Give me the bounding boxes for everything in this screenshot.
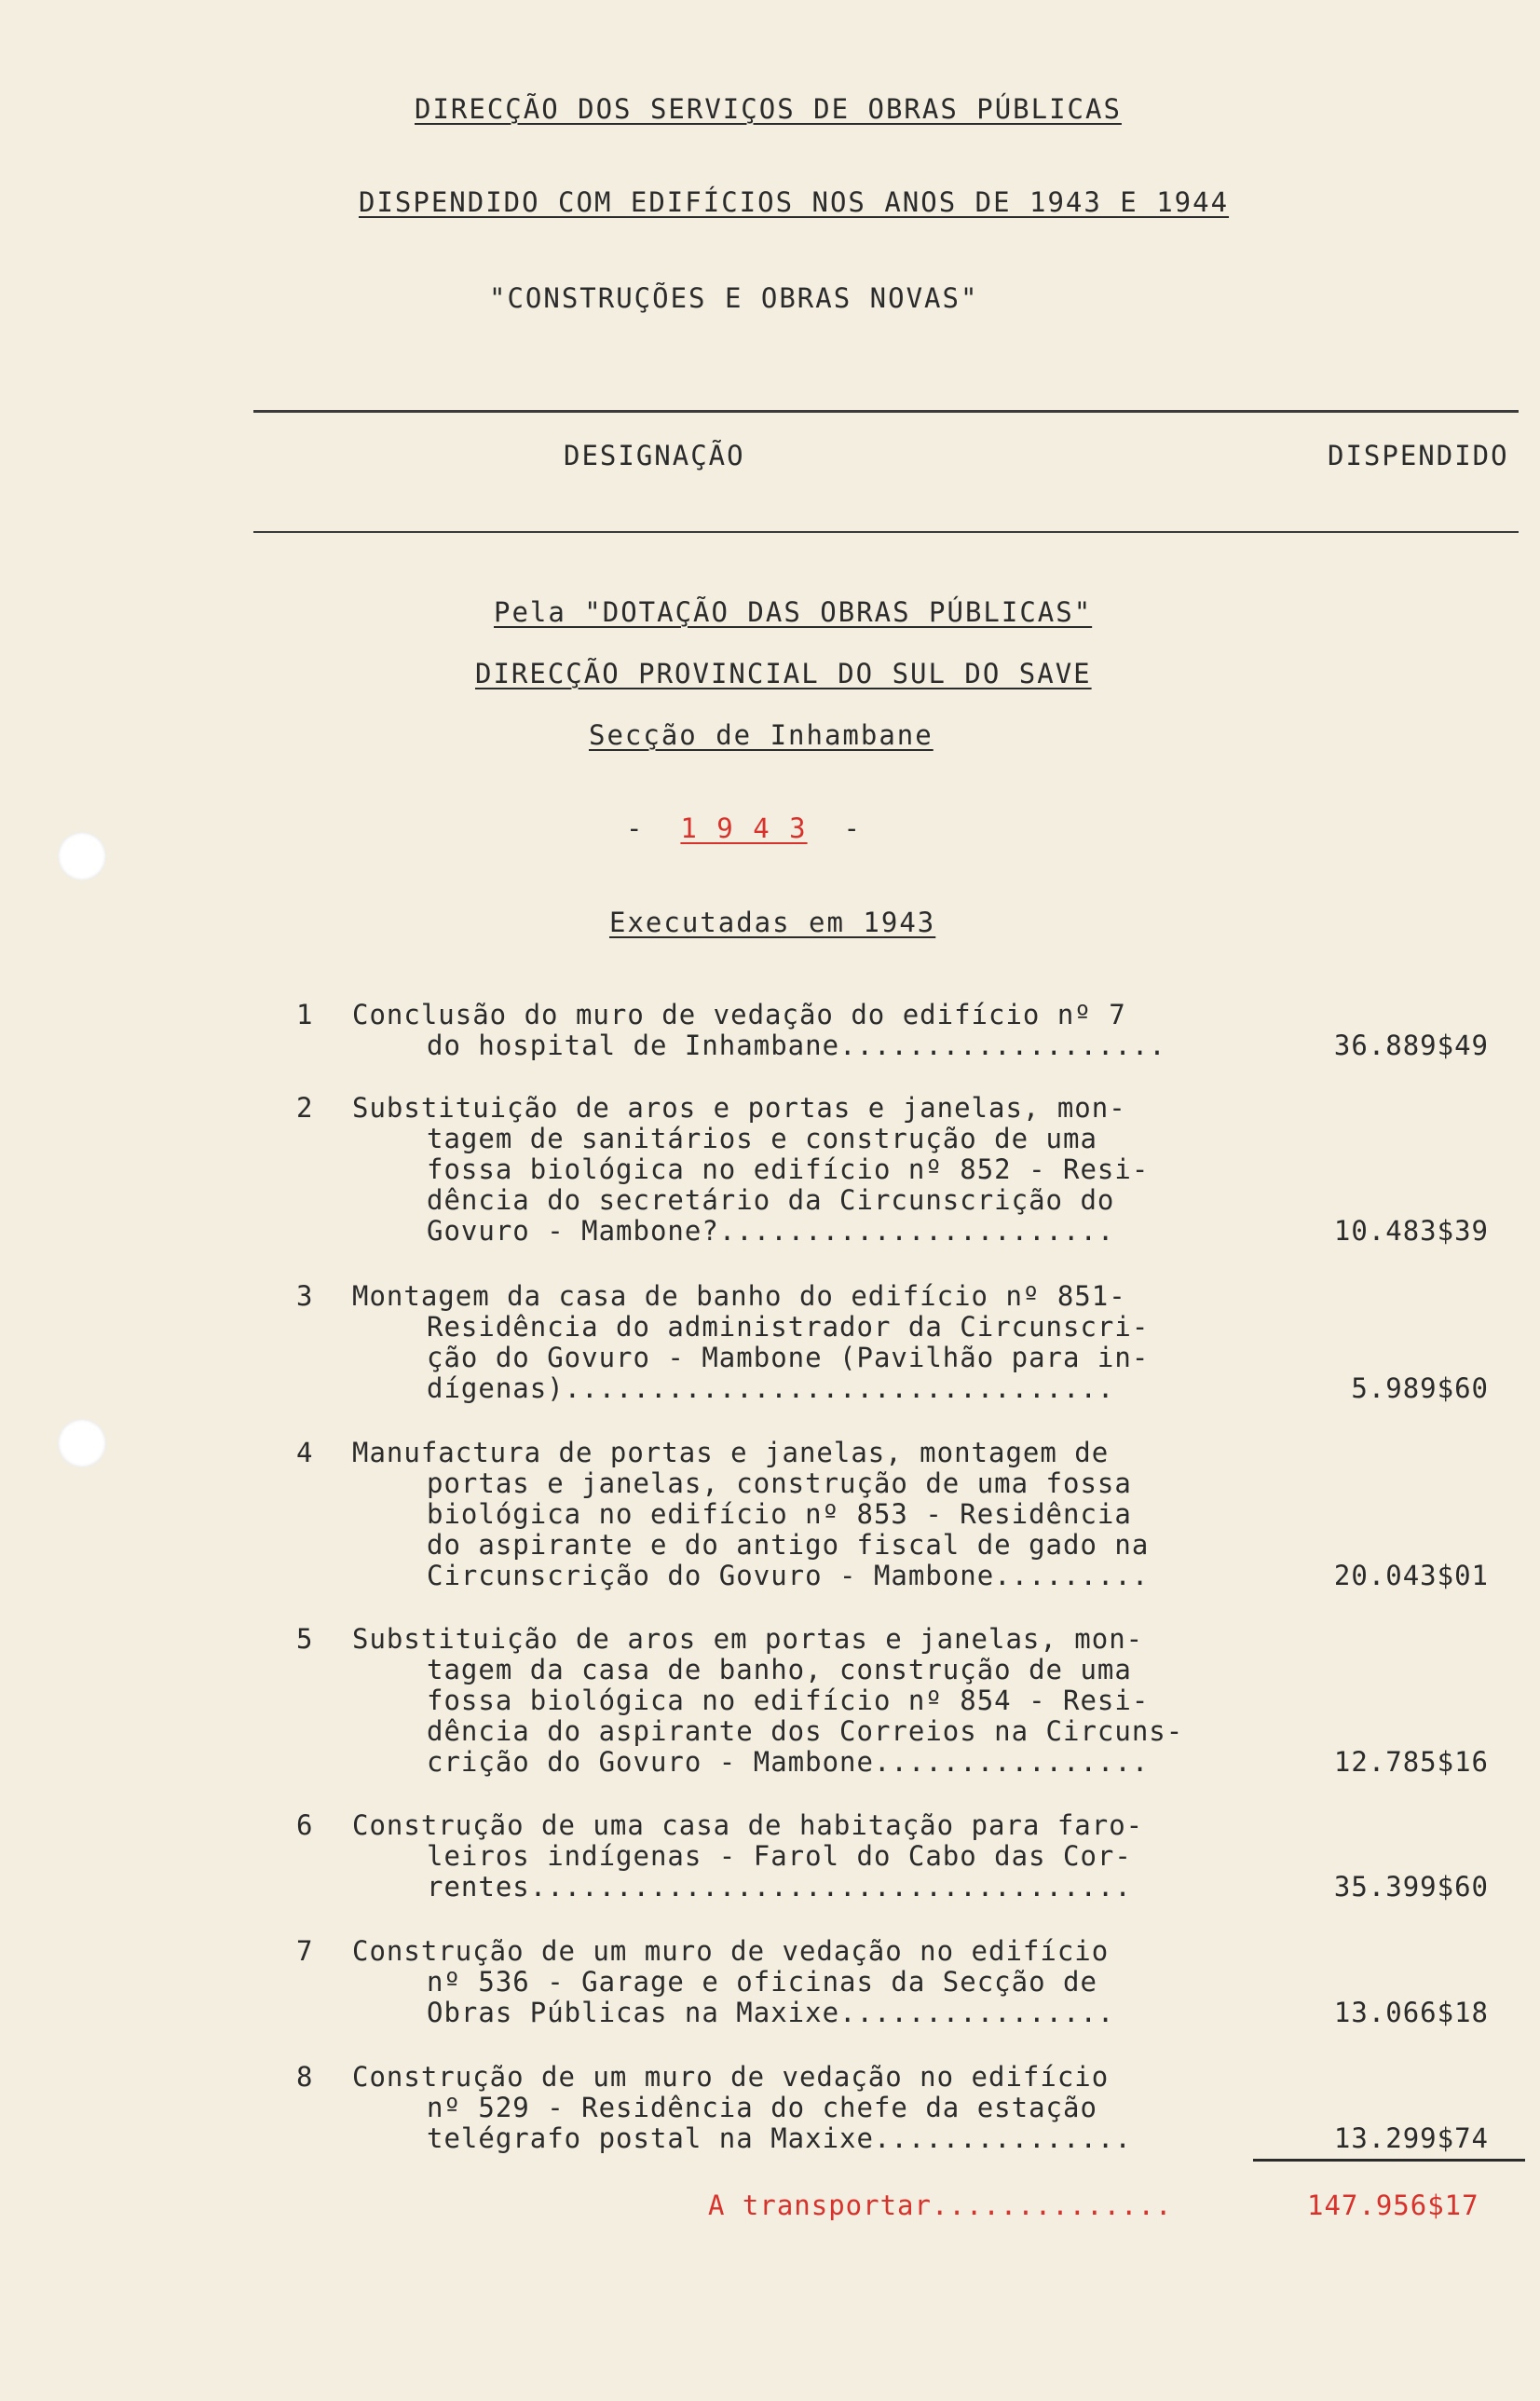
- punch-hole: [58, 832, 106, 880]
- item-description: [352, 1093, 1284, 1247]
- list-item: [296, 1093, 1526, 1251]
- item-amount: 5.989$60: [1351, 1372, 1489, 1404]
- item-line: leiros indígenas - Farol do Cabo das Cor-: [427, 1840, 1132, 1872]
- item-number: 4: [296, 1437, 314, 1468]
- item-amount: 35.399$60: [1333, 1871, 1489, 1903]
- item-number: 7: [296, 1935, 314, 1967]
- item-description: [352, 1936, 1284, 2028]
- item-line: Circunscrição do Govuro - Mambone.........: [427, 1560, 1150, 1591]
- item-line: dência do secretário da Circunscrição do: [427, 1184, 1115, 1216]
- item-number: 6: [296, 1809, 314, 1841]
- section-subtitle: Executadas em 1943: [609, 907, 936, 938]
- item-description: [352, 1438, 1284, 1591]
- item-number: 3: [296, 1280, 314, 1312]
- punch-hole: [58, 1419, 106, 1467]
- item-line: portas e janelas, construção de uma fossa: [427, 1467, 1132, 1499]
- item-line: Substituição de aros e portas e janelas, mon-: [352, 1092, 1126, 1124]
- item-amount: 36.889$49: [1333, 1030, 1489, 1061]
- item-line: ção do Govuro - Mambone (Pavilhão para in-: [427, 1342, 1150, 1373]
- item-number: 1: [296, 999, 314, 1030]
- item-line: crição do Govuro - Mambone................: [427, 1746, 1150, 1778]
- item-line: dência do aspirante dos Correios na Circuns-: [427, 1715, 1184, 1747]
- section-funding: Pela "DOTAÇÃO DAS OBRAS PÚBLICAS": [494, 596, 1093, 628]
- item-line: Conclusão do muro de vedação do edifício nº 7: [352, 999, 1126, 1030]
- year-value: 1 9 4 3: [680, 812, 808, 844]
- item-number: 8: [296, 2061, 314, 2093]
- column-header-designation: DESIGNAÇÃO: [564, 440, 745, 471]
- item-line: do aspirante e do antigo fiscal de gado na: [427, 1529, 1150, 1561]
- header-subtitle: DISPENDIDO COM EDIFÍCIOS NOS ANOS DE 1943 E 1944: [359, 186, 1230, 218]
- year-heading: [626, 812, 862, 844]
- column-header-spent: DISPENDIDO: [1328, 440, 1509, 471]
- item-line: nº 529 - Residência do chefe da estação: [427, 2092, 1097, 2123]
- carry-forward-label: A transportar..............: [708, 2190, 1173, 2221]
- header-category: "CONSTRUÇÕES E OBRAS NOVAS": [489, 282, 979, 314]
- item-amount: 20.043$01: [1333, 1560, 1489, 1591]
- item-line: Construção de um muro de vedação no edifício: [352, 2061, 1110, 2093]
- table-header-rule: [253, 531, 1519, 533]
- item-line: fossa biológica no edifício nº 852 - Resi-: [427, 1153, 1150, 1185]
- item-line: dígenas)................................: [427, 1372, 1115, 1404]
- item-line: Residência do administrador da Circunscri-: [427, 1311, 1150, 1343]
- header-title: DIRECÇÃO DOS SERVIÇOS DE OBRAS PÚBLICAS: [415, 93, 1122, 125]
- item-line: telégrafo postal na Maxixe...............: [427, 2122, 1132, 2154]
- item-number: 5: [296, 1623, 314, 1655]
- list-item: [296, 1438, 1526, 1596]
- section-division: Secção de Inhambane: [589, 719, 934, 751]
- item-description: [352, 1810, 1284, 1903]
- section-directorate: DIRECÇÃO PROVINCIAL DO SUL DO SAVE: [475, 658, 1092, 689]
- item-line: Construção de uma casa de habitação para faro-: [352, 1809, 1144, 1841]
- item-amount: 10.483$39: [1333, 1215, 1489, 1247]
- list-item: [296, 1000, 1526, 1065]
- item-line: tagem da casa de banho, construção de uma: [427, 1654, 1132, 1685]
- year-dash-right: -: [843, 812, 862, 844]
- list-item: [296, 2062, 1526, 2160]
- item-line: tagem de sanitários e construção de uma: [427, 1123, 1097, 1154]
- item-line: nº 536 - Garage e oficinas da Secção de: [427, 1966, 1097, 1998]
- year-dash-left: -: [626, 812, 645, 844]
- item-line: Construção de um muro de vedação no edifício: [352, 1935, 1110, 1967]
- item-description: [352, 2062, 1284, 2154]
- list-item: [296, 1810, 1526, 1908]
- item-number: 2: [296, 1092, 314, 1124]
- item-amount: 12.785$16: [1333, 1746, 1489, 1778]
- list-item: [296, 1281, 1526, 1412]
- item-description: [352, 1281, 1284, 1404]
- item-amount: 13.066$18: [1333, 1997, 1489, 2028]
- item-description: [352, 1624, 1284, 1778]
- item-line: Manufactura de portas e janelas, montagem de: [352, 1437, 1110, 1468]
- item-amount: 13.299$74: [1333, 2122, 1489, 2154]
- item-line: do hospital de Inhambane...................: [427, 1030, 1166, 1061]
- item-description: [352, 1000, 1284, 1061]
- sum-rule: [1253, 2159, 1525, 2162]
- item-line: Substituição de aros em portas e janelas, mon-: [352, 1623, 1144, 1655]
- item-line: Govuro - Mambone?.......................: [427, 1215, 1115, 1247]
- item-line: rentes...................................: [427, 1871, 1132, 1903]
- item-line: fossa biológica no edifício nº 854 - Resi-: [427, 1685, 1150, 1716]
- item-line: biológica no edifício nº 853 - Residência: [427, 1498, 1132, 1530]
- table-top-rule: [253, 410, 1519, 413]
- list-item: [296, 1936, 1526, 2034]
- item-line: Obras Públicas na Maxixe................: [427, 1997, 1115, 2028]
- list-item: [296, 1624, 1526, 1782]
- carry-forward-amount: 147.956$17: [1307, 2190, 1479, 2221]
- item-line: Montagem da casa de banho do edifício nº 851-: [352, 1280, 1126, 1312]
